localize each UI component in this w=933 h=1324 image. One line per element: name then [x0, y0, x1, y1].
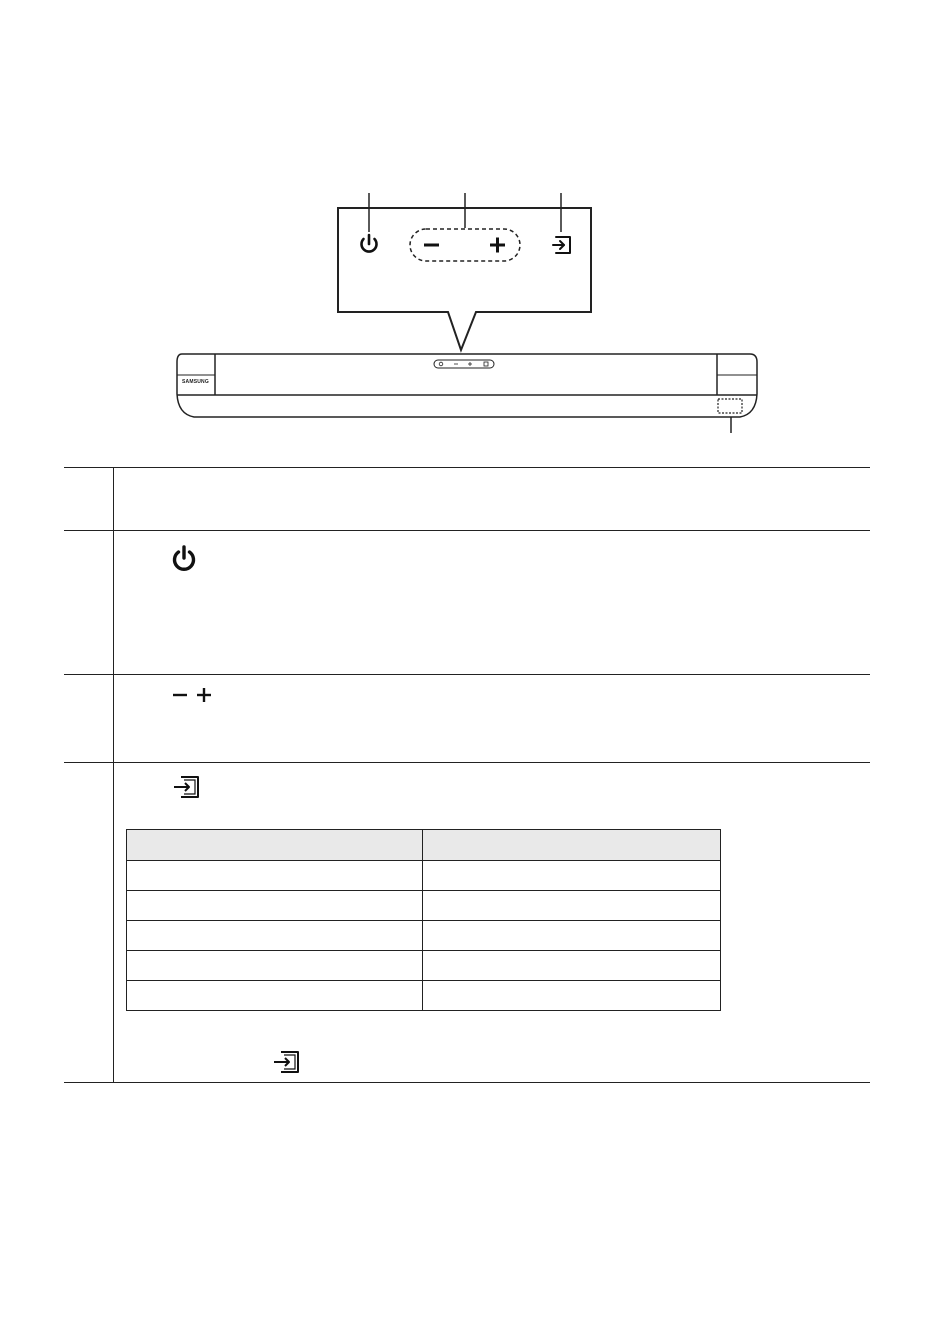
volume-up-icon [195, 686, 213, 704]
source-icon [172, 774, 202, 800]
table-row [127, 951, 721, 981]
table-cell [423, 921, 721, 951]
row-divider [64, 674, 870, 675]
table-header-row [127, 830, 721, 861]
brand-logo: SAMSUNG [182, 379, 209, 385]
table-column-divider [113, 467, 114, 1083]
source-mode-table [126, 829, 721, 1011]
volume-down-icon [171, 688, 189, 702]
table-row [127, 981, 721, 1011]
table-cell [127, 981, 423, 1011]
footnote-source-icon [272, 1049, 302, 1075]
row-divider [64, 762, 870, 763]
table-cell [423, 951, 721, 981]
table-cell [423, 981, 721, 1011]
table-cell [423, 891, 721, 921]
table-header-cell [423, 830, 721, 861]
table-row [127, 861, 721, 891]
table-cell [127, 861, 423, 891]
table-row [127, 891, 721, 921]
table-top-rule [64, 467, 870, 468]
table-bottom-rule [64, 1082, 870, 1083]
soundbar-body [177, 354, 757, 417]
table-header-cell [127, 830, 423, 861]
soundbar-illustration [0, 0, 933, 460]
table-cell [127, 891, 423, 921]
row-divider [64, 530, 870, 531]
product-figure [0, 0, 933, 460]
table-row [127, 921, 721, 951]
power-icon [171, 545, 197, 573]
table-cell [127, 951, 423, 981]
table-cell [127, 921, 423, 951]
table-cell [423, 861, 721, 891]
